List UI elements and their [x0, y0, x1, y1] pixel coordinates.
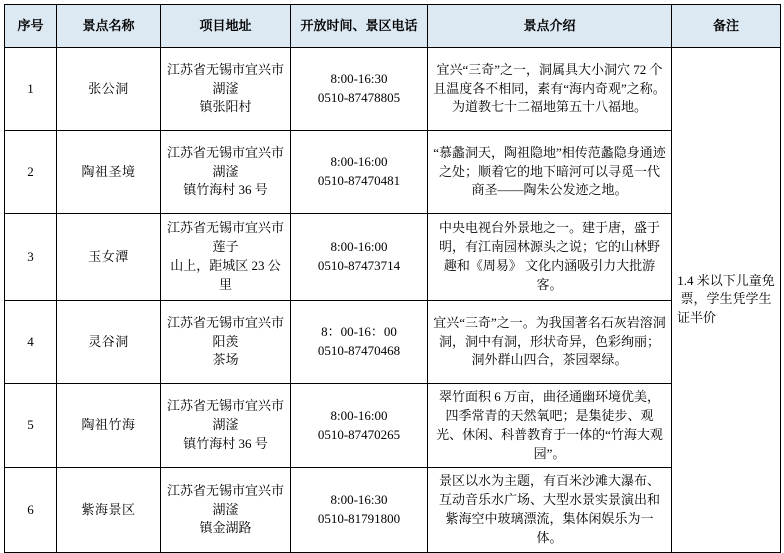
address-line: 江苏省无锡市宜兴市湖滏	[166, 482, 284, 517]
opening-hours: 8:00-16:00	[330, 239, 388, 255]
cell-address	[161, 131, 291, 214]
phone-number: 0510-87470265	[317, 426, 401, 442]
cell-description: 中央电视台外景地之一。建于唐，盛于明，有江南园林源头之说；它的山林野趣和《周易》 文化内涵吸引力大批游客。	[428, 214, 672, 301]
cell-name: 玉女潭	[57, 214, 161, 301]
cell-hours-phone	[291, 131, 428, 214]
cell-name: 灵谷洞	[57, 301, 161, 384]
column-header-description: 景点介绍	[428, 5, 672, 48]
table-row	[5, 384, 781, 468]
phone-number: 0510-87470481	[317, 173, 401, 188]
cell-hours-phone	[291, 468, 428, 552]
cell-index: 1	[5, 48, 57, 131]
address-line: 江苏省无锡市宜兴市湖滏	[166, 398, 284, 433]
cell-hours-phone	[291, 48, 428, 131]
cell-hours-phone	[291, 384, 428, 468]
cell-index: 3	[5, 214, 57, 301]
opening-hours: 8:00-16:00	[330, 407, 388, 423]
phone-number: 0510-87478805	[317, 90, 401, 105]
cell-description: “慕蠡洞天，陶祖隐地”相传范蠡隐身通迹之处；顺着它的地下暗河可以寻觅一代商圣——陶朱公发迹之地。	[428, 131, 672, 214]
cell-address	[161, 468, 291, 552]
address-line: 江苏省无锡市宜兴市湖滏	[166, 144, 284, 179]
cell-description: 翠竹面积 6 万亩，曲径通幽环境优美，四季常青的天然氧吧；是集徒步、观光、休闲、科普教育于一体的“竹海大观园”。	[428, 384, 672, 468]
cell-index: 4	[5, 301, 57, 384]
phone-number: 0510-81791800	[317, 511, 401, 527]
address-line: 镇竹海村 36 号	[183, 436, 268, 452]
address-line: 山上，距城区 23 公里	[170, 258, 281, 292]
address-line: 镇竹海村 36 号	[183, 182, 268, 198]
address-line: 江苏省无锡市宜兴市莲子	[166, 220, 284, 255]
cell-name: 紫海景区	[57, 468, 161, 552]
cell-index: 2	[5, 131, 57, 214]
cell-description: 宜兴“三奇”之一，洞属具大小洞穴 72 个且温度各不相同，素有“海内奇观”之称。 为道教七十二福地第五十八福地。	[428, 48, 672, 131]
address-line: 镇张阳村	[199, 99, 252, 115]
cell-index: 5	[5, 384, 57, 468]
address-line: 镇金湖路	[199, 520, 252, 536]
cell-description: 景区以水为主题，有百米沙滩大瀑布、互动音乐水广场、大型水景实景演出和紫海空中玻璃漂流，集体闲娱乐为一体。	[428, 468, 672, 552]
table-header	[5, 5, 781, 48]
cell-name: 张公洞	[57, 48, 161, 131]
cell-hours-phone	[291, 301, 428, 384]
cell-address	[161, 214, 291, 301]
opening-hours: 8:00-16:30	[330, 492, 388, 508]
address-line: 江苏省无锡市宜兴市阳羡	[166, 314, 284, 349]
cell-name: 陶祖竹海	[57, 384, 161, 468]
cell-description: 宜兴“三奇”之一。为我国著名石灰岩溶洞洞，洞中有洞，形状奇异，色彩绚丽；洞外群山四合，茶园翠绿。	[428, 301, 672, 384]
table-row	[5, 131, 781, 214]
column-header-name: 景点名称	[57, 5, 161, 48]
attractions-table	[4, 4, 781, 553]
column-header-index: 序号	[5, 5, 57, 48]
header-row	[5, 5, 781, 48]
opening-hours: 8:00-16:30	[330, 71, 388, 87]
address-line: 茶场	[212, 352, 239, 368]
table-row	[5, 48, 781, 131]
cell-hours-phone	[291, 214, 428, 301]
column-header-address: 项目地址	[161, 5, 291, 48]
table-row	[5, 214, 781, 301]
column-header-remark: 备注	[672, 5, 781, 48]
column-header-hours-phone: 开放时间、景区电话	[291, 5, 428, 48]
opening-hours: 8:00-16:00	[330, 154, 388, 170]
cell-address	[161, 48, 291, 131]
address-line: 江苏省无锡市宜兴市湖滏	[166, 61, 284, 96]
table-body	[5, 48, 781, 553]
cell-index: 6	[5, 468, 57, 552]
cell-address	[161, 301, 291, 384]
cell-name: 陶祖圣境	[57, 131, 161, 214]
opening-hours: 8：00-16：00	[321, 324, 397, 340]
table-row	[5, 468, 781, 552]
cell-address	[161, 384, 291, 468]
cell-remark-merged: 1.4 米以下儿童免票，学生凭学生证半价	[672, 48, 781, 553]
phone-number: 0510-87470468	[317, 343, 401, 358]
table-row	[5, 301, 781, 384]
phone-number: 0510-87473714	[317, 258, 401, 273]
